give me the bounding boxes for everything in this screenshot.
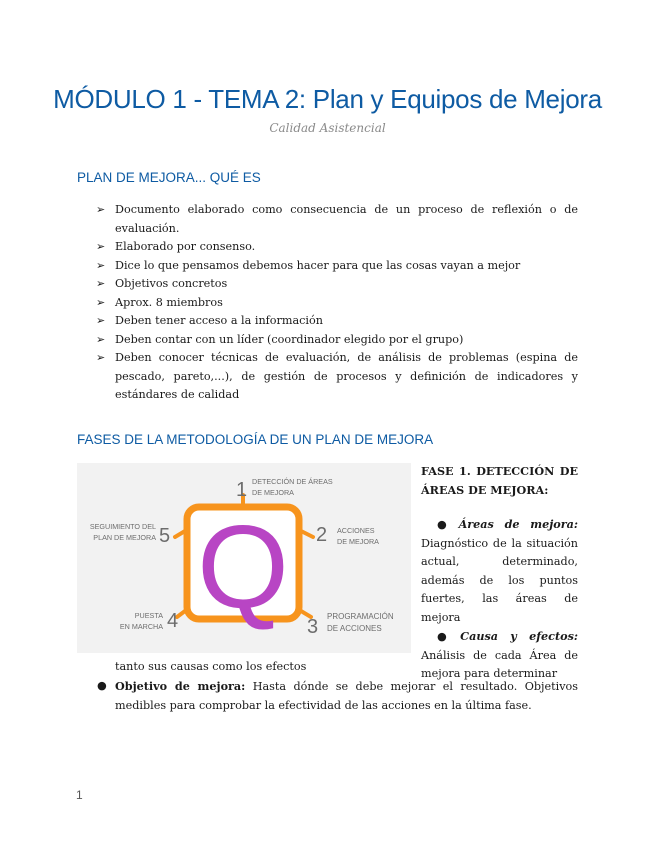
arrow-bullet-icon: ➢ — [96, 258, 106, 272]
arrow-bullet-icon: ➢ — [96, 203, 106, 216]
objetivo-label: Objetivo de mejora: — [115, 679, 246, 693]
list-item — [96, 677, 578, 715]
fase1-column — [421, 462, 578, 684]
plan-de-mejora-list — [96, 201, 578, 405]
page-number: 1 — [76, 788, 83, 802]
step-4-label-line2: EN MARCHA — [119, 622, 163, 631]
list-item: ➢ Objetivos concretos — [96, 275, 578, 294]
step-2-number: 2 — [316, 524, 328, 546]
step-1-number: 1 — [236, 479, 248, 501]
fase1-item-areas — [421, 515, 578, 627]
list-item: ➢ Dice lo que pensamos debemos hacer para que las cosas vayan a mejor — [96, 257, 578, 276]
dot-bullet-icon: ● — [97, 679, 107, 692]
list-item: ➢ Documento elaborado como consecuencia de un proceso de reflexión o de evaluación. — [96, 203, 578, 235]
fase1-item-causa — [421, 627, 578, 684]
list-item: ➢ Deben conocer técnicas de evaluación, de análisis de problemas (espina de pescado, pareto,...), de gestión de procesos y definición de indicadores y estándares de calidad — [96, 351, 578, 401]
dot-bullet-icon: ● — [437, 629, 456, 643]
step-5-label-line2: PLAN DE MEJORA — [93, 533, 156, 542]
section-heading-fases: FASES DE LA METODOLOGÍA DE UN PLAN DE MEJORA — [77, 432, 434, 447]
fase1-item-areas-text: Diagnóstico de la situación actual, determinado, además de los puntos fuertes, las áreas de mejora — [421, 536, 578, 624]
section-heading-plan-de-mejora: PLAN DE MEJORA... QUÉ ES — [77, 170, 261, 185]
fase1-item-causa-text: Análisis de cada Área de mejora para determinar — [421, 648, 578, 680]
step-3-label-line2: DE ACCIONES — [327, 624, 382, 633]
dot-bullet-icon: ● — [437, 517, 454, 531]
list-item: ➢ Deben tener acceso a la información — [96, 312, 578, 331]
step-5-number: 5 — [159, 525, 171, 547]
step-1-label-line1: DETECCIÓN DE ÁREAS — [252, 477, 333, 486]
fase1-item-causa-label: Causa y efectos: — [460, 629, 579, 643]
fase1-item-areas-label: Áreas de mejora: — [458, 517, 578, 531]
objetivo-list — [96, 677, 578, 715]
step-1-label-line2: DE MEJORA — [252, 488, 294, 497]
list-item: ➢ Aprox. 8 miembros — [96, 294, 578, 313]
objetivo-text: Hasta dónde se debe mejorar el resultado. Objetivos medibles para comprobar la efectividad de las acciones en la última fase. — [115, 680, 578, 712]
step-4-label-line1: PUESTA — [134, 611, 163, 620]
page-title: MÓDULO 1 - TEMA 2: Plan y Equipos de Mejora — [53, 84, 602, 114]
list-item: ➢ Deben contar con un líder (coordinador elegido por el grupo) — [96, 331, 578, 350]
list-item: ➢ Elaborado por consenso. — [96, 238, 578, 257]
step-5-label-line1: SEGUIMIENTO DEL — [89, 522, 156, 531]
q-letter: Q — [197, 501, 289, 633]
fase1-title-line1: FASE 1. DETECCIÓN DE — [421, 464, 578, 478]
connector-2 — [301, 531, 313, 537]
fase1-item-causa-continuation: tanto sus causas como los efectos — [115, 660, 307, 673]
connector-4 — [177, 611, 185, 617]
step-2-label-line2: DE MEJORA — [337, 537, 379, 546]
fases-diagram — [77, 463, 411, 653]
fases-diagram-svg — [77, 463, 411, 653]
arrow-bullet-icon: ➢ — [96, 351, 106, 364]
step-4-number: 4 — [167, 610, 179, 632]
arrow-bullet-icon: ➢ — [96, 314, 106, 327]
step-3-number: 3 — [307, 616, 319, 638]
fase1-title-line2: ÁREAS DE MEJORA: — [421, 482, 549, 497]
arrow-bullet-icon: ➢ — [96, 240, 106, 253]
arrow-bullet-icon: ➢ — [96, 277, 106, 290]
step-3-label-line1: PROGRAMACIÓN — [327, 612, 394, 621]
step-2-label-line1: ACCIONES — [337, 526, 375, 535]
page-subtitle: Calidad Asistencial — [269, 121, 386, 135]
arrow-bullet-icon: ➢ — [96, 295, 106, 309]
arrow-bullet-icon: ➢ — [96, 332, 106, 346]
